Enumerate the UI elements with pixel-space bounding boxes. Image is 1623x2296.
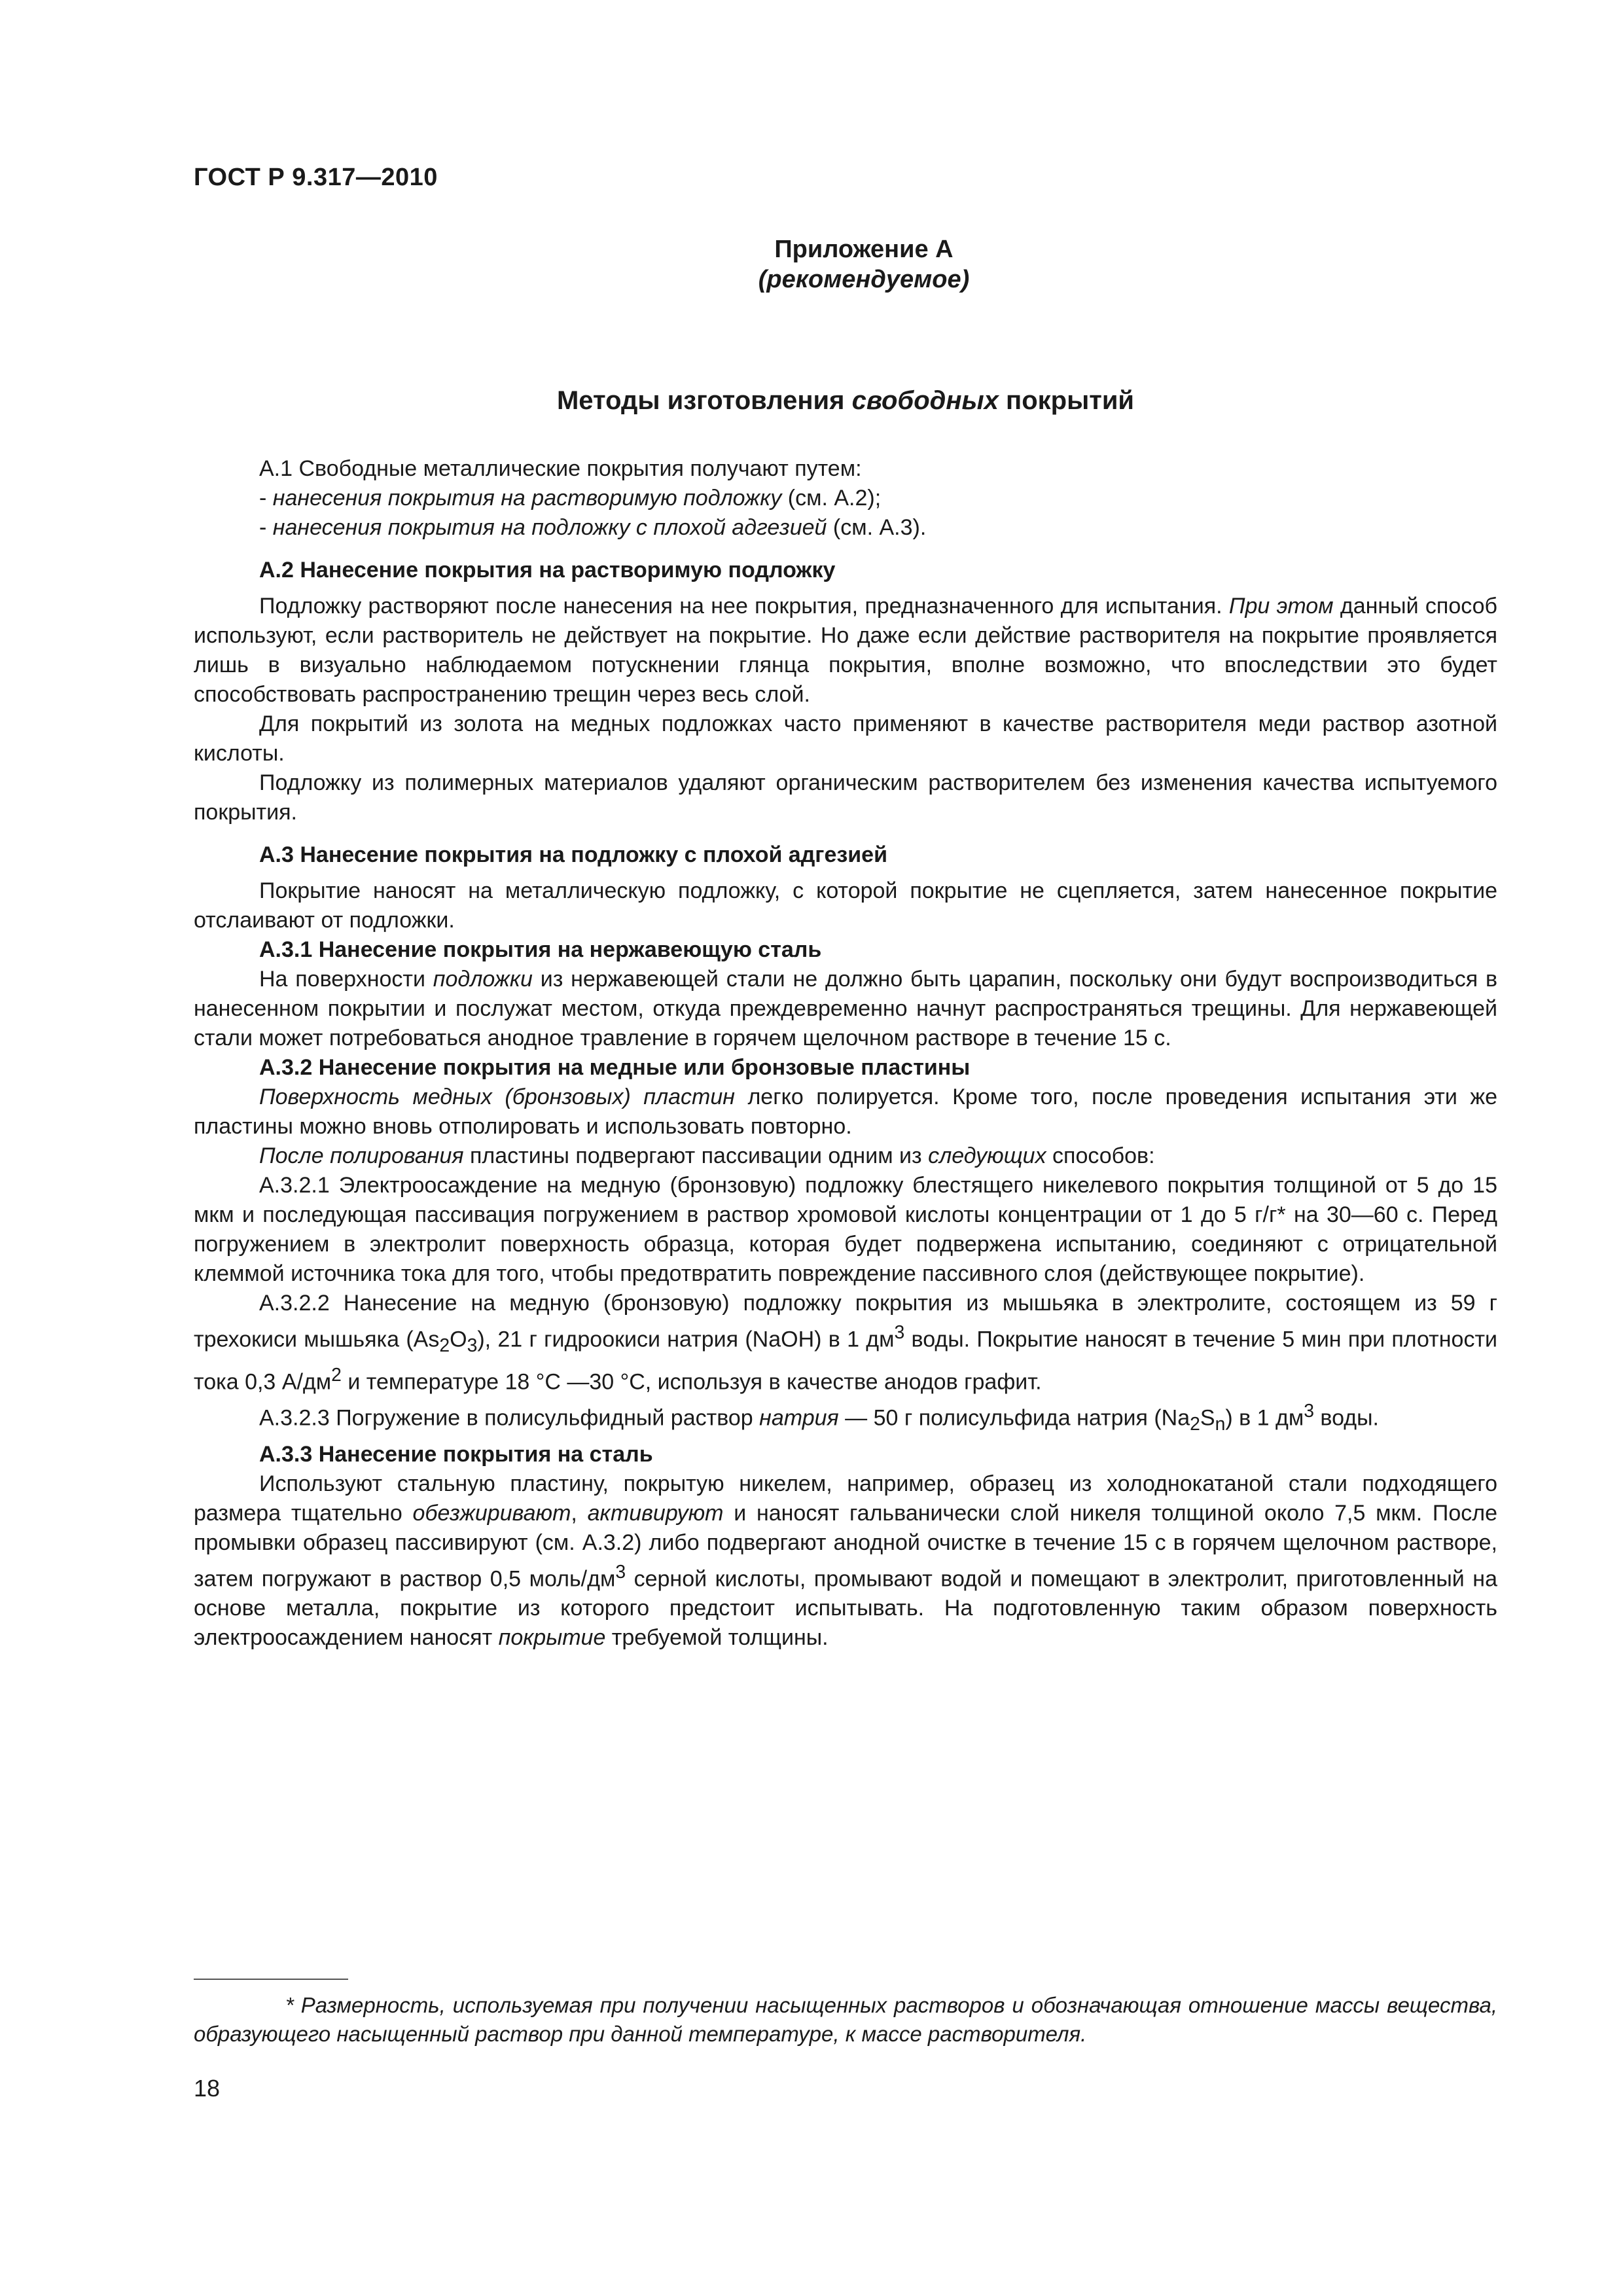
a1-list-ref: (см. А.2);: [781, 486, 882, 511]
text-run-italic: натрия: [759, 1405, 839, 1431]
text-run: Используют стальную пластину, покрытую никелем, например, образец из холоднокатаной стали подходящего размера тщательно: [194, 1471, 1497, 1526]
a2-paragraph-1: [194, 592, 1497, 709]
a2-paragraph-3: Подложку из полимерных материалов удаляют органическим растворителем без изменения качества испытуемого покрытия.: [194, 770, 1497, 825]
footnote-separator: [194, 1979, 348, 1980]
text-run: серной кислоты, промывают водой и помещают в электролит, приготовленный на основе металла, покрытие из которого предстоит испытывать. На подготовленную таким образом поверхность электроосаждением наносят: [194, 1566, 1497, 1650]
title-part-3: покрытий: [998, 386, 1135, 415]
a33-heading: А.3.3 Нанесение покрытия на сталь: [259, 1441, 653, 1467]
appendix-heading: [654, 234, 1073, 295]
a1-list-text: нанесения покрытия на растворимую подложку: [272, 486, 782, 511]
text-run: А.3.2.3 Погружение в полисульфидный раствор: [259, 1405, 760, 1431]
a323-paragraph: [194, 1397, 1497, 1439]
a31-paragraph: [194, 965, 1497, 1053]
a2-paragraph-2: Для покрытий из золота на медных подложках часто применяют в качестве растворителя меди раствор азотной кислоты.: [194, 711, 1497, 766]
text-run: и температуре 18 °С —30 °С, используя в качестве анодов графит.: [341, 1369, 1042, 1395]
text-run-italic: обезжиривают: [412, 1500, 571, 1526]
subscript: n: [1215, 1414, 1226, 1435]
a32-paragraph-1: [194, 1083, 1497, 1141]
title-part-2: свободных: [851, 386, 999, 415]
a1-intro: А.1 Свободные металлические покрытия получают путем:: [259, 456, 862, 481]
text-run-italic: Поверхность медных (бронзовых) пластин: [259, 1085, 735, 1109]
text-run: А.3.2.2 Нанесение на медную (бронзовую) подложку покрытия из мышьяка в электролите, состоящем из 59 г трехокиси мышьяка (As: [194, 1291, 1497, 1352]
text-run: воды.: [1313, 1405, 1379, 1431]
a1-list-item: [194, 513, 1497, 543]
a1-list-text: нанесения покрытия на подложку с плохой адгезией: [272, 515, 827, 540]
text-run: требуемой толщины.: [605, 1624, 829, 1650]
a322-paragraph: [194, 1289, 1497, 1397]
appendix-label: Приложение А: [774, 236, 954, 263]
subscript: 2: [439, 1335, 450, 1357]
text-run: На поверхности: [259, 967, 433, 992]
a32-heading: А.3.2 Нанесение покрытия на медные или бронзовые пластины: [259, 1055, 971, 1080]
section-title: [194, 386, 1497, 416]
a1-list-dash: -: [259, 486, 273, 511]
text-run: ) в 1 дм: [1225, 1405, 1304, 1431]
text-run: ), 21 г гидроокиси натрия (NaOH) в 1 дм: [477, 1327, 895, 1352]
text-run: пластины подвергают пассивации одним из: [463, 1143, 929, 1168]
a1-list-item: [194, 484, 1497, 513]
text-run-italic: активируют: [587, 1500, 724, 1526]
a1-list-ref: (см. А.3).: [827, 515, 927, 540]
text-run: S: [1200, 1405, 1215, 1431]
a31-heading: А.3.1 Нанесение покрытия на нержавеющую сталь: [259, 937, 822, 962]
a1-list-dash: -: [259, 515, 273, 540]
a2-heading: А.2 Нанесение покрытия на растворимую подложку: [259, 558, 836, 583]
text-run-italic: покрытие: [498, 1624, 606, 1650]
superscript: 3: [894, 1322, 905, 1343]
page-number: 18: [194, 2075, 221, 2102]
text-run-italic: подложки: [433, 967, 533, 992]
text-run: данный способ используют, если растворитель не действует на покрытие. Но даже если действие растворителя на покрытие проявляется лишь в визуально наблюдаемом потускнении глянца покрытия, вполне возможно, что впоследствии это будет способствовать распространению трещин через весь слой.: [194, 594, 1497, 707]
a3-heading: А.3 Нанесение покрытия на подложку с плохой адгезией: [259, 842, 887, 867]
a321-paragraph: А.3.2.1 Электроосаждение на медную (бронзовую) подложку блестящего никелевого покрытия толщиной от 5 до 15 мкм и последующая пассивация погружением в раствор хромовой кислоты концентрации от 1 до 5 г/г* на 30—60 с. Перед погружением в электролит поверхность образца, которая будет подвержена испытанию, соединяют с отрицательной клеммой источника тока для того, чтобы предотвратить повреждение пассивного слоя (действующее покрытие).: [194, 1173, 1497, 1286]
text-run-italic: При этом: [1228, 594, 1334, 619]
text-run: ,: [571, 1500, 588, 1526]
document-body: [194, 454, 1497, 1653]
text-run: O: [450, 1327, 467, 1352]
a33-paragraph: [194, 1469, 1497, 1653]
text-run: Подложку растворяют после нанесения на нее покрытия, предназначенного для испытания.: [259, 594, 1229, 619]
text-run: — 50 г полисульфида натрия (Na: [838, 1405, 1190, 1431]
text-run-italic: После полирования: [259, 1143, 464, 1168]
text-run: и наносят гальванически слой никеля толщиной около 7,5 мкм. После промывки образец пассивируют (см. А.3.2) либо подвергают анодной очистке в течение 15 с в горячем щелочном растворе, затем погружают в раствор 0,5 моль/дм: [194, 1500, 1497, 1591]
text-run: из нержавеющей стали не должно быть царапин, поскольку они будут воспроизводиться в нанесенном покрытии и послужат местом, откуда преждевременно начнут распространяться трещины. Для нержавеющей стали может потребоваться анодное травление в горячем щелочном растворе в течение 15 с.: [194, 967, 1498, 1050]
text-run: способов:: [1046, 1143, 1155, 1168]
superscript: 3: [1304, 1401, 1314, 1422]
document-code-header: ГОСТ Р 9.317—2010: [194, 164, 438, 191]
text-run: легко полируется. Кроме того, после проведения испытания эти же пластины можно вновь отполировать и использовать повторно.: [194, 1085, 1497, 1139]
appendix-status: (рекомендуемое): [758, 266, 970, 293]
footnote: * Размерность, используемая при получении насыщенных растворов и обозначающая отношение массы вещества, образующего насыщенный раствор при данной температуре, к массе растворителя.: [194, 1993, 1497, 2046]
a32-paragraph-2: [194, 1141, 1497, 1171]
subscript: 2: [1190, 1414, 1200, 1435]
a3-paragraph-1: Покрытие наносят на металлическую подложку, с которой покрытие не сцепляется, затем нанесенное покрытие отслаивают от подложки.: [194, 878, 1497, 933]
superscript: 2: [331, 1365, 342, 1386]
superscript: 3: [615, 1561, 626, 1583]
text-run-italic: следующих: [928, 1143, 1046, 1168]
title-part-1: Методы изготовления: [556, 386, 852, 415]
text-run: воды. Покрытие наносят в течение 5 мин при плотности тока 0,3 А/дм: [194, 1327, 1498, 1395]
subscript: 3: [467, 1335, 478, 1357]
